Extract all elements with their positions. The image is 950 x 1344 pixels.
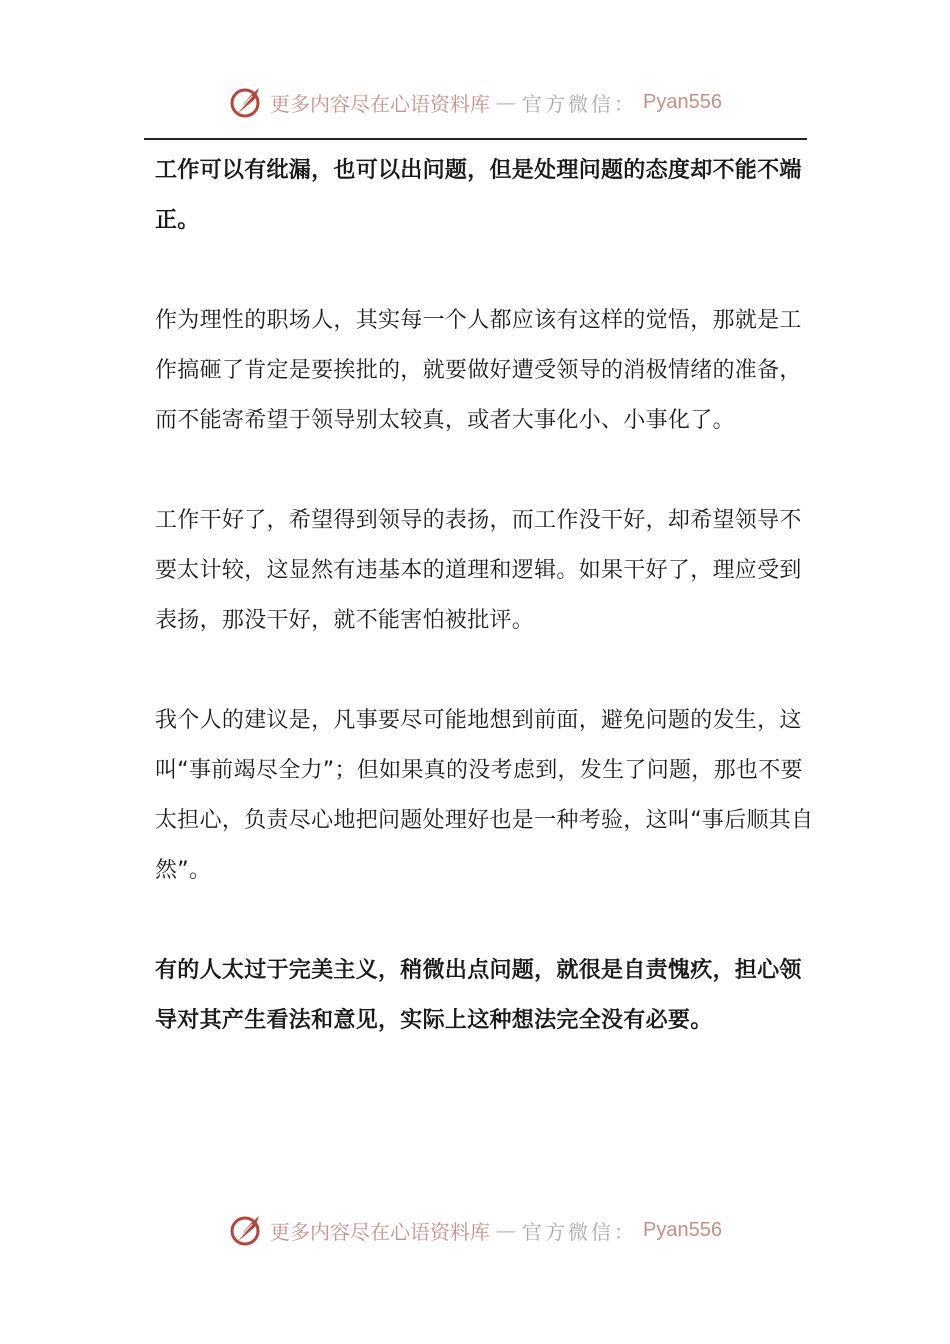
- footer-watermark-dash: —: [496, 1218, 517, 1242]
- footer-watermark: [0, 1212, 950, 1248]
- quill-logo-icon: [228, 1212, 264, 1248]
- header-wechat-label: 官方微信：: [522, 91, 638, 116]
- article-body: [155, 146, 815, 1096]
- header-watermark-text: 更多内容尽在心语资料库: [270, 91, 491, 116]
- paragraph-3: 工作干好了，希望得到领导的表扬，而工作没干好，却希望领导不要太计较，这显然有违基本的道理和逻辑。如果干好了，理应受到表扬，那没干好，就不能害怕被批评。: [155, 508, 802, 633]
- footer-watermark-text: 更多内容尽在心语资料库: [270, 1219, 491, 1244]
- header-watermark-dash: —: [496, 90, 517, 114]
- paragraph-4: 我个人的建议是，凡事要尽可能地想到前面，避免问题的发生，这叫“事前竭尽全力”；但如果真的没考虑到，发生了问题，那也不要太担心，负责尽心地把问题处理好也是一种考验，这叫“事后顺其自然”。: [155, 708, 814, 883]
- header-wechat-id: Pyan556: [643, 90, 722, 113]
- paragraph-2: 作为理性的职场人，其实每一个人都应该有这样的觉悟，那就是工作搞砸了肯定是要挨批的，就要做好遭受领导的消极情绪的准备，而不能寄希望于领导别太较真，或者大事化小、小事化了。: [155, 308, 802, 433]
- paragraph-5: 有的人太过于完美主义，稍微出点问题，就很是自责愧疚，担心领导对其产生看法和意见，实际上这种想法完全没有必要。: [155, 958, 802, 1033]
- header-divider: [144, 138, 807, 140]
- quill-logo-icon: [228, 84, 264, 120]
- paragraph-1: 工作可以有纰漏，也可以出问题，但是处理问题的态度却不能不端正。: [155, 158, 802, 233]
- footer-wechat-label: 官方微信：: [522, 1219, 638, 1244]
- footer-wechat-id: Pyan556: [643, 1218, 722, 1241]
- header-watermark: [0, 84, 950, 120]
